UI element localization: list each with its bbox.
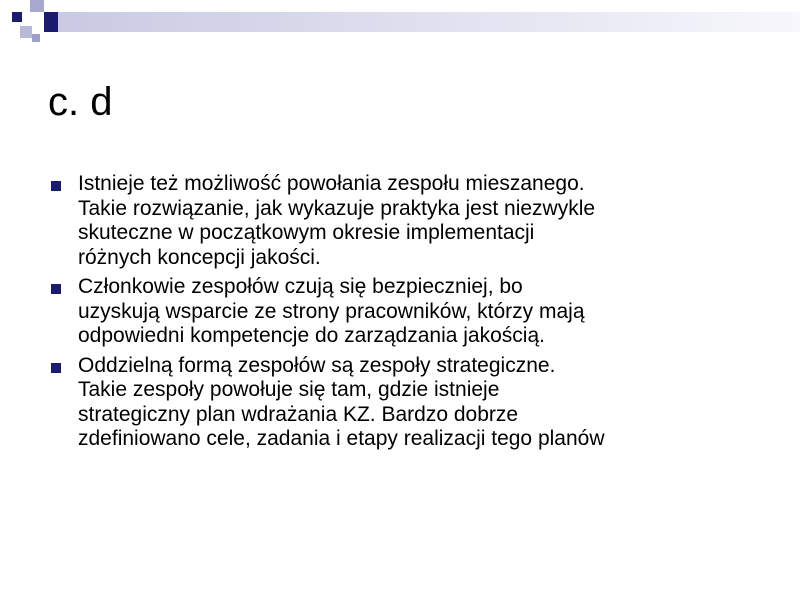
square-bullet-icon	[51, 284, 61, 294]
header-gradient-band	[58, 12, 800, 32]
deco-square-mid	[44, 12, 58, 32]
deco-square-small	[32, 34, 40, 42]
header-decoration	[0, 0, 800, 60]
bullet-line: strategiczny plan wdrażania KZ. Bardzo dobrze	[78, 402, 519, 426]
slide-title: c. d	[48, 80, 113, 124]
deco-square-pale	[20, 26, 32, 38]
bullet-list	[48, 172, 768, 457]
bullet-line: skuteczne w początkowym okresie implementacji	[78, 221, 535, 244]
bullet-line: Członkowie zespołów czują się bezpieczniej, bo	[78, 275, 523, 298]
bullet-line: uzyskują wsparcie ze strony pracowników, którzy mają	[78, 299, 585, 323]
bullet-item	[48, 275, 768, 349]
deco-square-dark	[12, 12, 22, 22]
square-bullet-icon	[51, 181, 61, 191]
bullet-item	[48, 354, 768, 452]
bullet-line: zdefiniowano cele, zadania i etapy realizacji tego planów	[78, 427, 605, 450]
bullet-line: odpowiedni kompetencje do zarządzania jakością.	[78, 324, 545, 347]
bullet-line: Takie rozwiązanie, jak wykazuje praktyka jest niezwykle	[78, 196, 596, 220]
deco-square-light	[30, 0, 44, 12]
bullet-line: Istnieje też możliwość powołania zespołu mieszanego.	[78, 172, 585, 195]
square-bullet-icon	[51, 363, 61, 373]
bullet-line: Oddzielną formą zespołów są zespoły strategiczne.	[78, 353, 556, 377]
bullet-line: Takie zespoły powołuje się tam, gdzie istnieje	[78, 378, 500, 401]
bullet-item	[48, 172, 768, 270]
bullet-line: różnych koncepcji jakości.	[78, 245, 321, 269]
